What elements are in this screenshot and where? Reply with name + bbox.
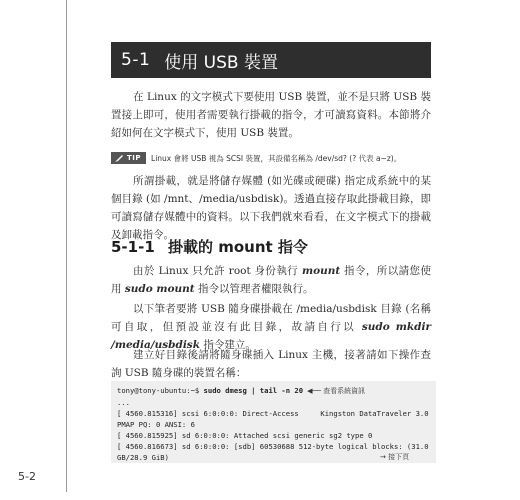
code-command-line: tony@tony-ubuntu:~$ sudo dmesg | tail -n 20 ◀── 查看系統資訊 [117,386,366,395]
code-line: GB/28.9 GiB) [117,453,169,462]
subsection-number: 5-1-1 [111,238,155,256]
page-margin-rule [66,0,67,492]
mount-explanation-paragraph: 所謂掛載，就是將儲存媒體 (如光碟或硬碟) 指定成系統中的某個目錄 (如 /mnt、/media/usbdisk)。透過直接存取此掛載目錄，即可讀寫儲存媒體中的資料。以下我們就來看看，在文字模式下的掛載及卸載指令。 [111,175,431,241]
pencil-icon [115,154,124,162]
insert-usb-paragraph: 建立好目錄後請將隨身碟插入 Linux 主機，接著請如下操作查詢 USB 隨身碟的裝置名稱： [111,349,431,379]
tip-badge: TIP [111,152,146,164]
page-number: 5-2 [18,470,36,483]
mkdir-paragraph: 以下筆者要將 USB 隨身碟掛載在 /media/usbdisk 目錄 (名稱可自取，但預設並沒有此目錄，故請自行以 sudo mkdir /media/usbdisk 指令建立。 [111,303,432,351]
root-permission-paragraph: 由於 Linux 只允許 root 身份執行 mount 指令，所以請您使用 sudo mount 指令以管理者權限執行。 [111,265,431,295]
code-annotation: ◀── 查看系統資訊 [307,387,366,395]
subsection-heading [111,236,308,257]
command-mkdir: sudo mkdir /media/usbdisk [111,321,432,351]
code-line: [ 4560.816673] sd 6:0:0:0: [sdb] 60530688 512-byte logical blocks: (31.0 [117,442,429,451]
tip-box [111,150,441,166]
code-line: ... [117,398,130,407]
code-line: PMAP PQ: 0 ANSI: 6 [117,420,195,429]
code-line: [ 4560.815925] sd 6:0:0:0: Attached scsi generic sg2 type 0 [117,431,373,440]
command-sudo-mount: sudo mount [124,283,195,295]
section-heading [111,42,431,78]
intro-paragraph: 在 Linux 的文字模式下要使用 USB 裝置，並不是只將 USB 裝置接上即可，使用者需要執行掛載的指令，才可讀寫資料。本節將介紹如何在文字模式下，使用 USB 裝置。 [111,91,431,139]
subsection-title: 掛載的 mount 指令 [168,238,308,256]
command-mount: mount [301,265,341,277]
continued-next-page-note: → 接下頁 [380,453,410,461]
terminal-code-block [111,381,436,463]
tip-text: Linux 會將 USB 視為 SCSI 裝置，其設備名稱為 /dev/sd? (? 代表 a~z)。 [151,153,402,163]
code-command: sudo dmesg | tail -n 20 [203,386,304,395]
section-title: 使用 USB 裝置 [164,52,278,73]
code-line: [ 4560.815316] scsi 6:0:0:0: Direct-Access Kingston DataTraveler 3.0 [117,409,429,418]
section-number: 5-1 [121,50,151,70]
